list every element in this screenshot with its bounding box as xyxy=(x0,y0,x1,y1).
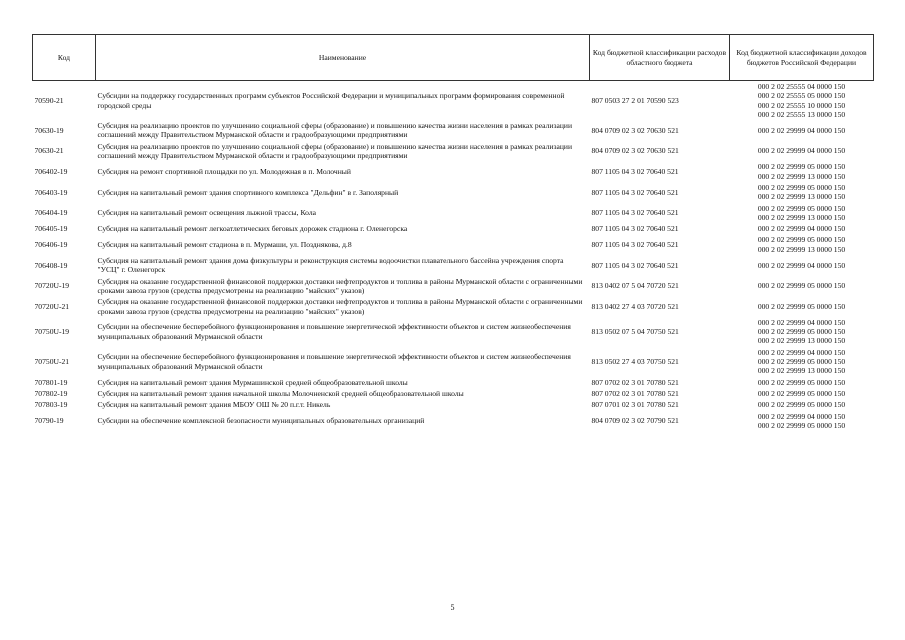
table-row xyxy=(33,182,874,203)
table-header-row xyxy=(33,35,874,81)
table-row xyxy=(33,317,874,347)
row-expense-code: 807 1105 04 3 02 70640 521 xyxy=(591,187,679,197)
row-name: Субсидия на капитальный ремонт стадиона в п. Мурмаши, ул. Позднякова, д.8 xyxy=(97,240,352,250)
row-income-code: 000 2 02 29999 05 0000 150 xyxy=(757,388,846,398)
row-name: Субсидия на капитальный ремонт легкоатлетических беговых дорожек стадиона г. Оленегорска xyxy=(97,224,408,234)
table-row xyxy=(33,255,874,276)
row-income-code: 000 2 02 29999 05 0000 150 xyxy=(757,400,846,410)
row-income-code: 000 2 02 29999 04 0000 150 xyxy=(757,260,846,270)
header-expense-code: Код бюджетной классификации расходов областного бюджета xyxy=(590,35,730,81)
row-code: 706408-19 xyxy=(34,260,68,270)
header-code: Код xyxy=(33,35,96,81)
row-income-code: 000 2 02 29999 05 0000 150 000 2 02 29999 13 0000 150 xyxy=(757,235,846,254)
row-income-code: 000 2 02 29999 05 0000 150 xyxy=(757,301,846,311)
row-name: Субсидия на капитальный ремонт освещения лыжной трассы, Кола xyxy=(97,208,317,218)
row-code: 706405-19 xyxy=(34,224,68,234)
row-income-code: 000 2 02 29999 05 0000 150 xyxy=(757,377,846,387)
table-row xyxy=(33,223,874,234)
row-name: Субсидия на капитальный ремонт здания Мурмашинской средней общеобразовательной школы xyxy=(97,377,408,387)
row-income-code: 000 2 02 29999 05 0000 150 000 2 02 29999 13 0000 150 xyxy=(757,162,846,181)
row-income-code: 000 2 02 29999 04 0000 150 000 2 02 29999 05 0000 150 000 2 02 29999 13 0000 150 xyxy=(757,317,846,346)
header-income-code: Код бюджетной классификации доходов бюджетов Российской Федерации xyxy=(730,35,874,81)
row-code: 70750U-19 xyxy=(34,327,70,337)
table-row xyxy=(33,377,874,388)
row-income-code: 000 2 02 29999 05 0000 150 000 2 02 29999 13 0000 150 xyxy=(757,182,846,202)
row-expense-code: 807 1105 04 3 02 70640 521 xyxy=(591,224,679,234)
row-expense-code: 807 0702 02 3 01 70780 521 xyxy=(591,388,679,398)
row-code: 70790-19 xyxy=(34,416,64,426)
row-name: Субсидия на капитальный ремонт здания МБОУ ОШ № 20 п.г.т. Никель xyxy=(97,400,331,410)
row-code: 706406-19 xyxy=(34,240,68,250)
row-expense-code: 807 0702 02 3 01 70780 521 xyxy=(591,377,679,387)
table-row xyxy=(33,388,874,399)
header-name: Наименование xyxy=(96,35,590,81)
row-income-code: 000 2 02 29999 04 0000 150 000 2 02 29999 05 0000 150 000 2 02 29999 13 0000 150 xyxy=(757,347,846,376)
row-expense-code: 813 0502 07 5 04 70750 521 xyxy=(591,327,679,337)
row-expense-code: 804 0709 02 3 02 70630 521 xyxy=(591,125,679,135)
row-name: Субсидия на капитальный ремонт здания спортивного комплекса "Дельфин" в г. Заполярный xyxy=(97,187,399,197)
row-name: Субсидии на поддержку государственных программ субъектов Российской Федерации и муниципальных программ формирования современной городской среды xyxy=(97,91,565,110)
row-code: 706403-19 xyxy=(34,187,68,197)
row-name: Субсидии на обеспечение комплексной безопасности муниципальных образовательных организаций xyxy=(97,416,425,426)
table-row xyxy=(33,399,874,410)
table-row xyxy=(33,161,874,182)
row-name: Субсидии на обеспечение бесперебойного функционирования и повышение энергетической эффективности объектов и систем жизнеобеспечения муниципальных образований Мурманской области xyxy=(97,352,571,371)
row-expense-code: 813 0402 07 5 04 70720 521 xyxy=(591,281,679,291)
row-expense-code: 807 1105 04 3 02 70640 521 xyxy=(591,260,679,270)
table-row xyxy=(33,234,874,255)
row-code: 70630-19 xyxy=(34,125,64,135)
row-income-code: 000 2 02 29999 05 0000 150 000 2 02 29999 13 0000 150 xyxy=(757,203,846,222)
row-name: Субсидия на капитальный ремонт здания дома физкультуры и реконструкция системы водоочистки плавательного бассейна учреждения спорта "УСЦ" г. Оленегорск xyxy=(97,256,564,275)
row-expense-code: 804 0709 02 3 02 70630 521 xyxy=(591,146,679,156)
row-name: Субсидии на обеспечение бесперебойного функционирования и повышение энергетической эффективности объектов и систем жизнеобеспечения муниципальных образований Мурманской области xyxy=(97,322,571,341)
row-code: 706402-19 xyxy=(34,167,68,177)
row-expense-code: 807 0701 02 3 01 70780 521 xyxy=(591,400,679,410)
row-code: 707802-19 xyxy=(34,388,68,398)
row-income-code: 000 2 02 29999 04 0000 150 xyxy=(757,146,846,156)
table-row xyxy=(33,141,874,162)
row-expense-code: 807 1105 04 3 02 70640 521 xyxy=(591,208,679,218)
row-code: 70720U-21 xyxy=(34,301,70,311)
row-expense-code: 804 0709 02 3 02 70790 521 xyxy=(591,416,679,426)
row-code: 70630-21 xyxy=(34,146,64,156)
table-row xyxy=(33,276,874,297)
row-name: Субсидия на оказание государственной финансовой поддержки доставки нефтепродуктов и топлива в районы Мурманской области с ограниченными сроками завоза грузов (средства предусмотрены на реализацию "майских" указов) xyxy=(97,276,583,295)
row-code: 707801-19 xyxy=(34,377,68,387)
row-expense-code: 807 0503 27 2 01 70590 523 xyxy=(591,95,679,105)
row-income-code: 000 2 02 29999 04 0000 150 000 2 02 29999 05 0000 150 xyxy=(757,411,846,430)
row-code: 70720U-19 xyxy=(34,281,70,291)
row-code: 70590-21 xyxy=(34,95,64,105)
table-row xyxy=(33,120,874,141)
table-row xyxy=(33,203,874,224)
row-income-code: 000 2 02 29999 05 0000 150 xyxy=(757,281,846,291)
row-name: Субсидия на ремонт спортивной площадки по ул. Молодежная в п. Молочный xyxy=(97,167,351,177)
row-income-code: 000 2 02 25555 04 0000 150 000 2 02 25555 05 0000 150 000 2 02 25555 10 0000 150 000 2 02 25555 13 0000 150 xyxy=(757,82,846,119)
row-name: Субсидия на оказание государственной финансовой поддержки доставки нефтепродуктов и топлива в районы Мурманской области с ограниченными сроками завоза грузов (средства предусмотрены на реализацию "майских" указов) xyxy=(97,297,583,316)
table-row xyxy=(33,411,874,432)
row-name: Субсидия на реализацию проектов по улучшению социальной сферы (образование) и повышению качества жизни населения в рамках реализации соглашений между Правительством Мурманской области и градообразующими предприятиями xyxy=(97,141,573,161)
row-expense-code: 807 1105 04 3 02 70640 521 xyxy=(591,167,679,177)
row-expense-code: 813 0502 27 4 03 70750 521 xyxy=(591,357,679,367)
table-body xyxy=(33,81,874,432)
row-expense-code: 813 0402 27 4 03 70720 521 xyxy=(591,301,679,311)
row-name: Субсидия на реализацию проектов по улучшению социальной сферы (образование) и повышению качества жизни населения в рамках реализации соглашений между Правительством Мурманской области и градообразующими предприятиями xyxy=(97,121,573,140)
table-row xyxy=(33,296,874,317)
row-expense-code: 807 1105 04 3 02 70640 521 xyxy=(591,240,679,250)
table-row xyxy=(33,347,874,377)
page-number: 5 xyxy=(450,603,455,612)
row-income-code: 000 2 02 29999 04 0000 150 xyxy=(757,224,846,234)
row-name: Субсидия на капитальный ремонт здания начальной школы Молочненской средней общеобразовательной школы xyxy=(97,388,464,398)
row-code: 707803-19 xyxy=(34,400,68,410)
budget-code-table xyxy=(32,34,874,431)
row-code: 70750U-21 xyxy=(34,357,70,367)
row-code: 706404-19 xyxy=(34,208,68,218)
table-row xyxy=(33,81,874,121)
row-income-code: 000 2 02 29999 04 0000 150 xyxy=(757,125,846,135)
